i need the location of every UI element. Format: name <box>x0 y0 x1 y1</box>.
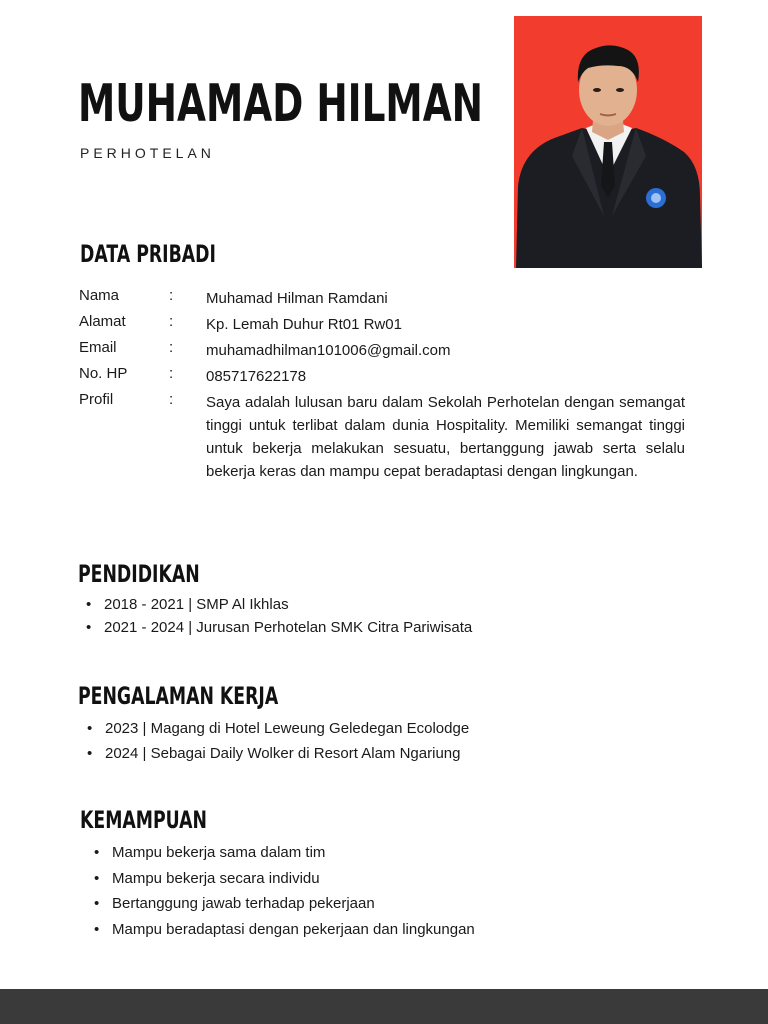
info-value: Muhamad Hilman Ramdani <box>206 290 388 307</box>
list-item: • Bertanggung jawab terhadap pekerjaan <box>88 891 475 917</box>
list-item: • 2023 | Magang di Hotel Leweung Geledegan Ecolodge <box>81 716 469 741</box>
list-item: • 2024 | Sebagai Daily Wolker di Resort Alam Ngariung <box>81 741 469 766</box>
info-row-alamat <box>79 313 689 336</box>
profile-summary: Saya adalah lulusan baru dalam Sekolah Perhotelan dengan semangat tinggi untuk terlibat dalam dunia Hospitality. Memiliki semangat tinggi untuk bekerja melakukan sesuatu, bertanggung jawab serta selalu bekerja keras dan mampu cepat beradaptasi dengan lingkungan. <box>206 394 685 480</box>
info-value: muhamadhilman101006@gmail.com <box>206 342 451 359</box>
experience-list <box>81 716 469 766</box>
info-value: 085717622178 <box>206 368 307 385</box>
info-colon: : <box>169 339 174 356</box>
info-row-nama <box>79 287 689 310</box>
list-item: • Mampu bekerja secara individu <box>88 866 475 892</box>
profile-photo <box>514 16 702 268</box>
section-title-pengalaman-kerja: PENGALAMAN KERJA <box>78 682 279 710</box>
info-row-profil <box>79 391 689 506</box>
info-label: Profil <box>79 391 114 408</box>
section-title-kemampuan: KEMAMPUAN <box>80 806 207 834</box>
info-label: Nama <box>79 287 120 304</box>
info-colon: : <box>169 287 174 304</box>
profession-subtitle: PERHOTELAN <box>80 145 215 161</box>
candidate-name: MUHAMAD HILMAN <box>78 74 484 134</box>
info-colon: : <box>169 313 174 330</box>
footer-bar <box>0 989 768 1024</box>
skills-list <box>88 840 475 942</box>
info-label: No. HP <box>79 365 128 382</box>
info-value: Kp. Lemah Duhur Rt01 Rw01 <box>206 316 402 333</box>
list-item: • Mampu bekerja sama dalam tim <box>88 840 475 866</box>
list-item: • Mampu beradaptasi dengan pekerjaan dan lingkungan <box>88 917 475 943</box>
info-label: Email <box>79 339 117 356</box>
list-item: • 2018 - 2021 | SMP Al Ikhlas <box>80 593 472 616</box>
info-colon: : <box>169 391 174 408</box>
info-label: Alamat <box>79 313 126 330</box>
info-colon: : <box>169 365 174 382</box>
section-title-data-pribadi: DATA PRIBADI <box>80 240 216 268</box>
info-row-no-hp <box>79 365 689 388</box>
education-list <box>80 593 472 639</box>
list-item: • 2021 - 2024 | Jurusan Perhotelan SMK Citra Pariwisata <box>80 616 472 639</box>
section-title-pendidikan: PENDIDIKAN <box>78 560 200 588</box>
info-row-email <box>79 339 689 362</box>
